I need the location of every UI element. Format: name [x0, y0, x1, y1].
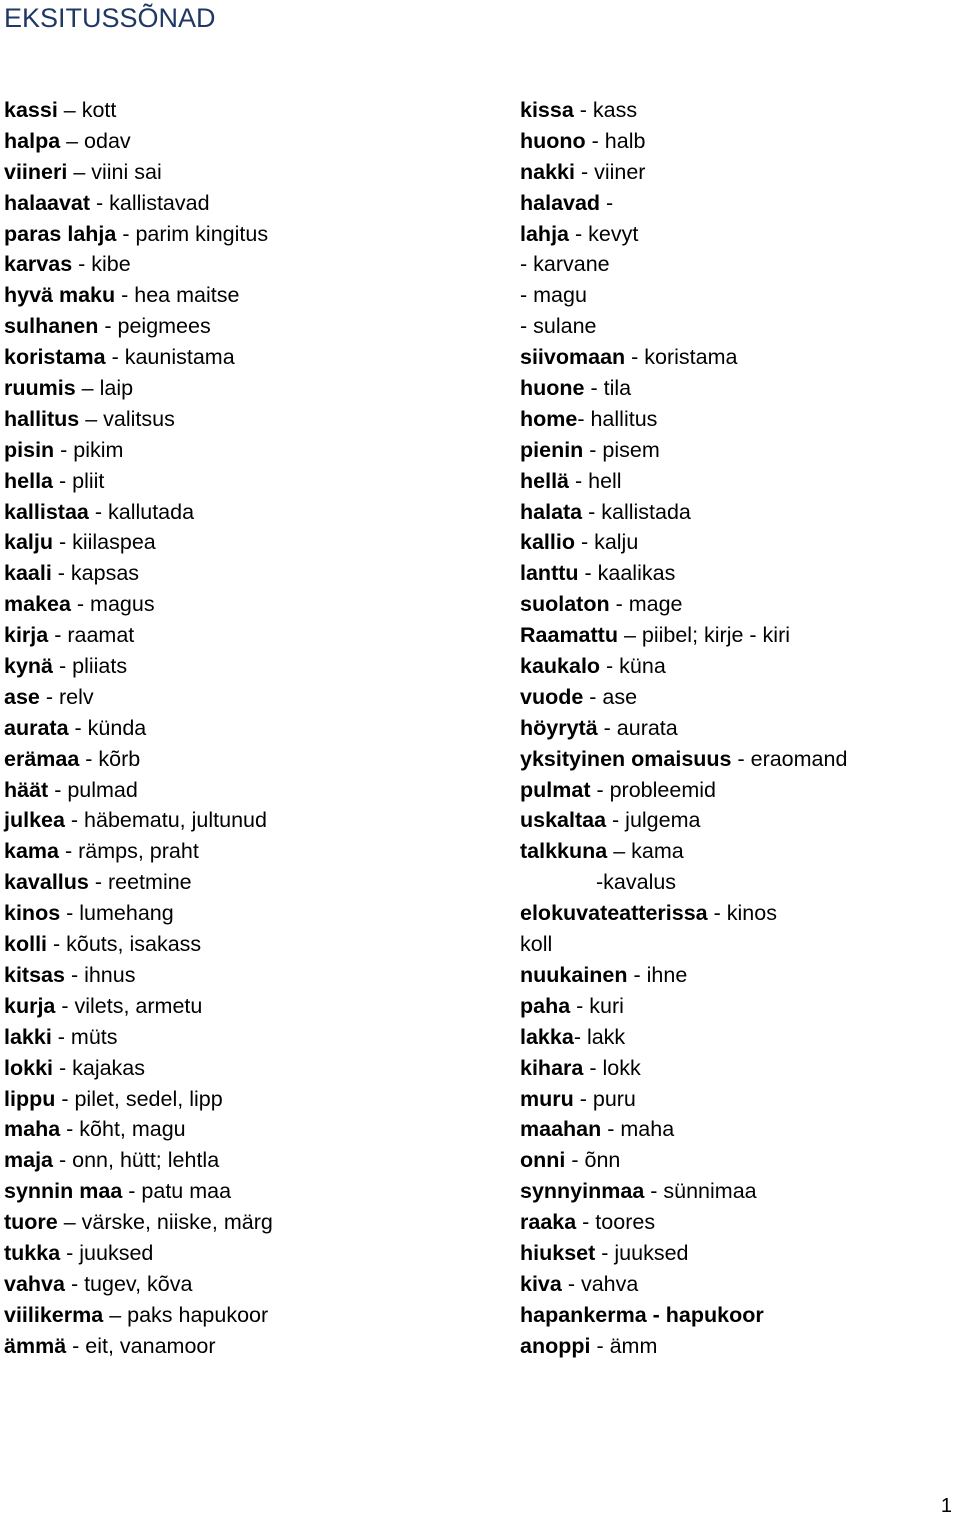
entry-term: makea: [4, 592, 71, 617]
right-entry: [520, 126, 956, 157]
left-entry: [4, 589, 504, 620]
entry-term: hyvä maku: [4, 283, 116, 308]
entry-translation: - halb: [585, 128, 646, 153]
entry-translation: - patu maa: [122, 1179, 232, 1204]
entry-term: nuukainen: [520, 962, 628, 987]
entry-term: kassi: [4, 98, 58, 122]
entry-term: lakki: [4, 1024, 52, 1049]
entry-term: hellä: [520, 468, 569, 493]
entry-translation: - pliiats: [53, 654, 128, 679]
entry-translation: - lumehang: [60, 901, 174, 926]
entry-translation: - pulmad: [48, 777, 138, 802]
entry-term: synnin maa: [4, 1179, 123, 1204]
left-entry: [4, 342, 504, 373]
entry-translation: - peigmees: [98, 314, 211, 339]
entry-term: halpa: [4, 128, 61, 153]
left-entry: [4, 1053, 504, 1084]
entry-term: sulhanen: [4, 314, 99, 339]
entry-term: paha: [520, 993, 571, 1018]
entry-translation: – valitsus: [79, 406, 175, 431]
entry-translation: – laip: [75, 376, 134, 401]
entry-term: karvas: [4, 252, 73, 277]
entry-term: nakki: [520, 159, 575, 184]
right-entry: [520, 219, 956, 250]
left-entry: [4, 1238, 504, 1269]
left-entry: [4, 497, 504, 528]
entry-translation: - magus: [70, 592, 155, 617]
entry-translation: - küna: [600, 654, 666, 679]
entry-translation: - hell: [569, 468, 622, 493]
entry-translation: - häbematu, jultunud: [64, 808, 267, 833]
entry-term: halata: [520, 499, 583, 524]
entry-translation: - lakk: [573, 1024, 626, 1049]
entry-translation: - vilets, armetu: [55, 993, 203, 1018]
left-entry: [4, 435, 504, 466]
entry-translation: - puru: [573, 1086, 636, 1111]
left-entry: [4, 1300, 504, 1331]
entry-term: raaka: [520, 1210, 577, 1235]
left-entry: [4, 95, 504, 126]
entry-term: kaukalo: [520, 654, 601, 679]
entry-term: Raamattu: [520, 623, 618, 648]
left-entry: [4, 620, 504, 651]
left-entry: [4, 775, 504, 806]
entry-translation: - relv: [39, 684, 94, 709]
right-entry: [520, 589, 956, 620]
entry-term: siivomaan: [520, 345, 626, 370]
left-entry: [4, 1207, 504, 1238]
left-entry: [4, 1331, 504, 1362]
entry-term: suolaton: [520, 592, 610, 617]
entry-translation: - kapsas: [51, 561, 140, 586]
left-entry: [4, 1145, 504, 1176]
entry-translation: - rämps, praht: [59, 839, 199, 864]
entry-translation: - maha: [601, 1117, 675, 1142]
left-entry: [4, 558, 504, 589]
entry-translation: - kass: [573, 98, 638, 122]
entry-translation: - kallistavad: [90, 190, 210, 215]
entry-term: huone: [520, 376, 585, 401]
left-entry: [4, 404, 504, 435]
entry-term: kinos: [4, 901, 61, 926]
entry-translation: – paks hapukoor: [103, 1302, 269, 1327]
left-entry: [4, 466, 504, 497]
entry-term: elokuvateatterissa: [520, 901, 708, 926]
entry-term: halavad: [520, 190, 601, 215]
left-entry: [4, 1269, 504, 1300]
entry-term: kalju: [4, 530, 53, 555]
left-entry: [4, 373, 504, 404]
entry-translation: - karvane: [520, 252, 610, 277]
entry-term: muru: [520, 1086, 574, 1111]
entry-term: maja: [4, 1148, 54, 1173]
entry-term: koristama: [4, 345, 106, 370]
right-entry: [520, 1176, 956, 1207]
entry-translation: - probleemid: [590, 777, 716, 802]
right-entry: [520, 1114, 956, 1145]
right-entry: [520, 188, 956, 219]
right-entry: [520, 929, 956, 960]
entry-translation: - müts: [51, 1024, 118, 1049]
right-entry: [520, 991, 956, 1022]
left-entry: [4, 867, 504, 898]
entry-term: hella: [4, 468, 53, 493]
entry-term: erämaa: [4, 746, 80, 771]
entry-term: lippu: [4, 1086, 56, 1111]
entry-translation: - eit, vanamoor: [66, 1333, 216, 1358]
entry-term: kavallus: [4, 870, 89, 895]
right-entry: [520, 1331, 956, 1362]
entry-term: pisin: [4, 437, 55, 462]
entry-translation: - kõrb: [79, 746, 141, 771]
right-entry: [520, 1145, 956, 1176]
entry-translation: – viini sai: [67, 159, 162, 184]
entry-term: anoppi: [520, 1333, 591, 1358]
entry-translation: - kuri: [570, 993, 624, 1018]
entry-translation: - sulane: [520, 314, 597, 339]
left-entry: [4, 991, 504, 1022]
entry-translation: - kibe: [72, 252, 131, 277]
entry-translation: - kevyt: [569, 221, 639, 246]
entry-translation: - tila: [584, 376, 632, 401]
right-entry: [520, 1269, 956, 1300]
entry-term: uskaltaa: [520, 808, 607, 833]
entry-translation: - kiilaspea: [53, 530, 156, 555]
entry-translation: koll: [520, 932, 553, 957]
entry-term: maahan: [520, 1117, 602, 1142]
entry-translation: - kallutada: [88, 499, 195, 524]
entry-translation: - vahva: [561, 1271, 639, 1296]
entry-translation: - kajakas: [53, 1055, 146, 1080]
right-entry: [520, 1022, 956, 1053]
entry-term: onni: [520, 1148, 566, 1173]
entry-term: paras lahja: [4, 221, 117, 246]
entry-translation: - raamat: [48, 623, 135, 648]
left-entry: [4, 157, 504, 188]
entry-translation: - kalju: [574, 530, 639, 555]
entry-term: ämmä: [4, 1333, 67, 1358]
right-entry: [520, 280, 956, 311]
entry-translation: - kõht, magu: [60, 1117, 186, 1142]
entry-translation: - künda: [68, 715, 147, 740]
right-entry: [520, 836, 956, 867]
entry-translation: - aurata: [597, 715, 678, 740]
right-entry: [520, 249, 956, 280]
right-entry: [520, 404, 956, 435]
right-entry: [520, 713, 956, 744]
right-entry: [520, 435, 956, 466]
right-entry: [520, 342, 956, 373]
entry-term: halaavat: [4, 190, 91, 215]
page-title: EKSITUSSÕNAD: [4, 3, 216, 33]
entry-term: lanttu: [520, 561, 579, 586]
entry-term: kaali: [4, 561, 52, 586]
left-entry: [4, 527, 504, 558]
entry-term: talkkuna: [520, 839, 608, 864]
entry-term: viineri: [4, 159, 68, 184]
left-entry: [4, 1114, 504, 1145]
entry-translation: - juuksed: [595, 1240, 689, 1265]
entry-term: häät: [4, 777, 49, 802]
entry-term: lakka: [520, 1024, 574, 1049]
right-entry: [520, 1053, 956, 1084]
entry-translation: - hea maitse: [115, 283, 240, 308]
entry-term: home: [520, 406, 578, 431]
entry-term: kynä: [4, 654, 54, 679]
entry-term: julkea: [4, 808, 65, 833]
entry-term: yksityinen omaisuus: [520, 746, 732, 771]
entry-term: lahja: [520, 221, 569, 246]
entry-term: synnyinmaa: [520, 1179, 645, 1204]
entry-term: hiukset: [520, 1240, 596, 1265]
entry-translation: - eraomand: [731, 746, 848, 771]
left-entry: [4, 1084, 504, 1115]
entry-translation: – värske, niiske, märg: [57, 1210, 273, 1235]
right-word-list: [520, 95, 956, 1362]
right-entry: [520, 1084, 956, 1115]
right-entry: [520, 867, 956, 898]
right-entry: [520, 620, 956, 651]
entry-term: pienin: [520, 437, 584, 462]
right-entry: [520, 157, 956, 188]
entry-translation: - ämm: [590, 1333, 658, 1358]
entry-term: kitsas: [4, 962, 65, 987]
right-entry: [520, 1238, 956, 1269]
right-entry: [520, 311, 956, 342]
entry-translation: - hallitus: [577, 406, 658, 431]
entry-translation: – kott: [57, 98, 117, 122]
entry-term: viilikerma: [4, 1302, 104, 1327]
entry-translation: - onn, hütt; lehtla: [53, 1148, 220, 1173]
entry-term: hallitus: [4, 406, 80, 431]
entry-translation: - mage: [609, 592, 683, 617]
right-entry: [520, 682, 956, 713]
left-entry: [4, 836, 504, 867]
entry-translation: - sünnimaa: [644, 1179, 757, 1204]
right-entry: [520, 960, 956, 991]
entry-translation: - kaalikas: [578, 561, 676, 586]
left-entry: [4, 249, 504, 280]
left-entry: [4, 280, 504, 311]
entry-translation: - parim kingitus: [116, 221, 269, 246]
entry-translation: - pisem: [583, 437, 660, 462]
entry-translation: - kõuts, isakass: [47, 932, 202, 957]
entry-translation: - lokk: [583, 1055, 641, 1080]
right-entry: [520, 95, 956, 126]
left-entry: [4, 219, 504, 250]
entry-translation: – odav: [60, 128, 131, 153]
entry-term: höyrytä: [520, 715, 598, 740]
right-entry: [520, 775, 956, 806]
entry-term: kissa: [520, 98, 574, 122]
entry-translation: - kaunistama: [105, 345, 235, 370]
right-entry: [520, 898, 956, 929]
entry-term: lokki: [4, 1055, 53, 1080]
entry-translation: - juuksed: [60, 1240, 154, 1265]
left-entry: [4, 805, 504, 836]
entry-translation: - julgema: [606, 808, 701, 833]
page-number: 1: [940, 1495, 952, 1517]
entry-term: maha: [4, 1117, 61, 1142]
right-entry: [520, 1300, 956, 1331]
entry-term: aurata: [4, 715, 69, 740]
entry-translation: - kinos: [707, 901, 777, 926]
left-entry: [4, 1176, 504, 1207]
left-entry: [4, 682, 504, 713]
entry-translation: - ase: [583, 684, 638, 709]
left-entry: [4, 713, 504, 744]
entry-translation: – kama: [607, 839, 684, 864]
entry-translation: - koristama: [625, 345, 738, 370]
left-entry: [4, 188, 504, 219]
entry-translation: - reetmine: [88, 870, 192, 895]
entry-term: pulmat: [520, 777, 591, 802]
right-entry: [520, 805, 956, 836]
right-entry: [520, 1207, 956, 1238]
entry-translation: – piibel; kirje - kiri: [617, 623, 791, 648]
left-entry: [4, 898, 504, 929]
entry-term: kama: [4, 839, 59, 864]
left-entry: [4, 126, 504, 157]
left-entry: [4, 929, 504, 960]
entry-translation: - pilet, sedel, lipp: [55, 1086, 223, 1111]
entry-term: hapankerma - hapukoor: [520, 1302, 764, 1327]
entry-term: kallistaa: [4, 499, 89, 524]
entry-term: huono: [520, 128, 586, 153]
left-entry: [4, 651, 504, 682]
left-word-list: [4, 95, 504, 1362]
entry-term: vuode: [520, 684, 584, 709]
entry-translation: - toores: [576, 1210, 656, 1235]
right-entry: [520, 373, 956, 404]
entry-translation: - tugev, kõva: [64, 1271, 193, 1296]
right-entry: [520, 744, 956, 775]
entry-translation: - viiner: [574, 159, 646, 184]
entry-translation: -: [600, 190, 614, 215]
entry-term: kihara: [520, 1055, 584, 1080]
right-entry: [520, 497, 956, 528]
entry-translation: - magu: [520, 283, 587, 308]
right-entry: [520, 527, 956, 558]
left-entry: [4, 311, 504, 342]
entry-translation: - ihne: [627, 962, 688, 987]
entry-term: kiva: [520, 1271, 562, 1296]
entry-translation: -kavalus: [596, 870, 677, 895]
entry-term: kurja: [4, 993, 56, 1018]
entry-translation: - pliit: [53, 468, 105, 493]
entry-translation: - õnn: [565, 1148, 621, 1173]
entry-translation: - kallistada: [582, 499, 691, 524]
entry-translation: - pikim: [54, 437, 124, 462]
left-entry: [4, 960, 504, 991]
entry-term: kolli: [4, 932, 48, 957]
entry-term: ruumis: [4, 376, 76, 401]
right-entry: [520, 651, 956, 682]
entry-term: tukka: [4, 1240, 61, 1265]
left-entry: [4, 744, 504, 775]
entry-term: kirja: [4, 623, 49, 648]
entry-term: vahva: [4, 1271, 65, 1296]
entry-term: kallio: [520, 530, 575, 555]
entry-term: ase: [4, 684, 40, 709]
entry-term: tuore: [4, 1210, 58, 1235]
left-entry: [4, 1022, 504, 1053]
entry-translation: - ihnus: [64, 962, 136, 987]
right-entry: [520, 466, 956, 497]
right-entry: [520, 558, 956, 589]
